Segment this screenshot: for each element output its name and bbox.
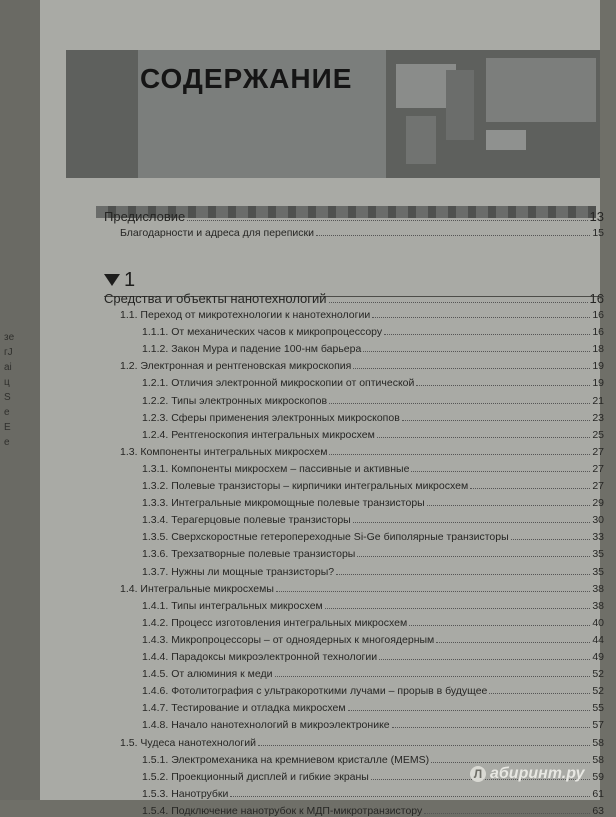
toc-leader	[275, 676, 591, 677]
toc-entry-page: 29	[592, 497, 604, 510]
toc-entry-title: 1.4.4. Парадоксы микроэлектронной технологии	[142, 651, 378, 663]
toc-leader	[336, 574, 590, 575]
toc-leader	[357, 556, 590, 557]
toc-entry-page: 61	[592, 787, 604, 800]
toc-entry	[142, 497, 604, 509]
toc-entry-title: 1.4. Интегральные микросхемы	[120, 582, 274, 595]
page-title: СОДЕРЖАНИЕ	[140, 63, 353, 94]
toc-leader	[377, 437, 590, 438]
toc-entry-page: 16	[592, 326, 604, 339]
toc-entry-title: 1.5.2. Проекционный дисплей и гибкие экраны	[142, 770, 369, 783]
banner-decoration	[406, 116, 436, 164]
toc-leader	[258, 745, 590, 746]
toc-entry-title: 1.3. Компоненты интегральных микросхем	[120, 445, 328, 458]
banner-decoration	[486, 130, 526, 150]
toc-entry-title: Благодарности и адреса для переписки	[120, 227, 314, 239]
toc-entry-page: 30	[592, 514, 604, 527]
toc-entry	[142, 531, 604, 543]
toc-entry	[142, 634, 604, 646]
chapter-number: 1	[124, 269, 136, 291]
toc-leader	[424, 813, 590, 814]
triangle-icon	[104, 274, 120, 286]
toc-leader	[416, 385, 590, 386]
toc-entry-page: 21	[592, 394, 604, 407]
toc-entry-page: 16	[589, 291, 604, 306]
toc-entry	[142, 566, 604, 578]
toc-leader	[329, 403, 590, 404]
toc-entry-page: 63	[592, 804, 604, 817]
toc-entry-title: 1.4.7. Тестирование и отладка микросхем	[142, 702, 346, 715]
toc-leader	[409, 625, 590, 626]
toc-entry-title: 1.2.1. Отличия электронной микроскопии от оптической	[142, 377, 415, 390]
toc-entry	[120, 583, 604, 595]
toc-entry	[142, 429, 604, 441]
toc-leader	[353, 368, 590, 369]
toc-entry-title: 1.3.7. Нужны ли мощные транзисторы?	[142, 565, 335, 578]
toc-leader	[316, 235, 590, 236]
toc-entry-title: 1.1.1. От механических часов к микропроцессору	[142, 326, 383, 339]
toc-leader	[436, 642, 590, 643]
toc-acknowledgements	[120, 227, 604, 239]
toc-entry	[120, 360, 604, 372]
toc-entry-page: 55	[592, 702, 604, 715]
toc-entry-title: 1.5.4. Подключение нанотрубок к МДП-микротранзистору	[142, 804, 423, 817]
toc-preface	[104, 209, 604, 224]
chapter-heading	[104, 269, 135, 292]
toc-leader	[511, 539, 591, 540]
toc-entry-page: 27	[592, 462, 604, 475]
toc-entry	[142, 788, 604, 800]
toc-entry-page: 58	[592, 753, 604, 766]
toc-entry-page: 15	[592, 227, 604, 239]
toc-leader	[411, 471, 590, 472]
toc-entry-page: 18	[592, 343, 604, 356]
toc-entry-page: 16	[592, 309, 604, 321]
toc-entry-title: 1.5.1. Электромеханика на кремниевом кристалле (MEMS)	[142, 753, 430, 766]
toc-leader	[363, 351, 590, 352]
toc-entry-page: 27	[592, 445, 604, 458]
toc-entry-title: 1.4.5. От алюминия к меди	[142, 668, 273, 681]
toc-leader	[372, 317, 590, 318]
toc-entry-page: 19	[592, 377, 604, 390]
toc-entry	[142, 651, 604, 663]
toc-entry-page: 59	[592, 770, 604, 783]
toc-entry-page: 52	[592, 668, 604, 681]
toc-leader	[392, 727, 591, 728]
toc-entry	[142, 754, 604, 766]
toc-entry	[142, 685, 604, 697]
labirint-logo-icon: Л	[470, 766, 486, 782]
toc-entry-title: 1.3.1. Компоненты микросхем – пассивные и активные	[142, 462, 410, 475]
toc-entry	[142, 343, 604, 355]
toc-entry-title: 1.4.6. Фотолитография с ультракороткими лучами – прорыв в будущее	[142, 685, 488, 698]
toc-entry-page: 44	[592, 633, 604, 646]
toc-entry-page: 13	[589, 209, 604, 224]
toc-entry-page: 19	[592, 360, 604, 373]
toc-entry	[142, 702, 604, 714]
toc-entry	[142, 805, 604, 817]
toc-entry-title: 1.2.2. Типы электронных микроскопов	[142, 394, 328, 407]
toc-entry-title: 1.4.2. Процесс изготовления интегральных микросхем	[142, 616, 408, 629]
toc-entry	[142, 668, 604, 680]
toc-chapter-title	[104, 291, 604, 306]
toc-entry	[142, 548, 604, 560]
toc-entry-page: 38	[592, 599, 604, 612]
toc-entry-page: 33	[592, 531, 604, 544]
toc-entry	[142, 600, 604, 612]
toc-entry-title: 1.3.6. Трехзатворные полевые транзисторы	[142, 548, 356, 561]
toc-entry-title: 1.5.3. Нанотрубки	[142, 787, 229, 800]
toc-entry-title: 1.4.3. Микропроцессоры – от одноядерных к многоядерным	[142, 633, 435, 646]
toc-entry-title: 1.3.3. Интегральные микромощные полевые транзисторы	[142, 497, 425, 510]
watermark-text: абиринт.ру	[490, 765, 585, 782]
toc-entry-title: 1.1. Переход от микротехнологии к нанотехнологии	[120, 309, 371, 321]
toc-entry	[142, 412, 604, 424]
toc-entry-page: 40	[592, 616, 604, 629]
banner-decoration	[486, 58, 596, 122]
toc-leader	[230, 796, 590, 797]
toc-leader	[402, 420, 591, 421]
toc-entry-page: 25	[592, 428, 604, 441]
toc-leader	[353, 522, 591, 523]
toc-leader	[427, 505, 591, 506]
book-spine	[0, 0, 42, 800]
toc-entry	[142, 617, 604, 629]
toc-leader	[470, 488, 590, 489]
spine-text: зeгJаiцSеЕе	[4, 332, 15, 448]
toc-entry-page: 27	[592, 480, 604, 492]
toc-entry-title: 1.4.1. Типы интегральных микросхем	[142, 599, 323, 612]
toc-leader	[379, 659, 590, 660]
toc-entry	[120, 737, 604, 749]
toc-leader	[431, 762, 590, 763]
toc-leader	[276, 591, 590, 592]
toc-entry	[142, 719, 604, 731]
toc-entry	[142, 480, 604, 492]
book-page	[40, 0, 604, 817]
toc-leader	[384, 334, 590, 335]
toc-entry	[120, 309, 604, 321]
toc-entry-page: 38	[592, 582, 604, 595]
toc-entry-title: Предисловие	[104, 209, 186, 224]
toc-entry-page: 58	[592, 736, 604, 749]
banner-decoration	[446, 70, 474, 140]
toc-entry-title: 1.3.2. Полевые транзисторы – кирпичики интегральных микросхем	[142, 480, 469, 492]
toc-entry	[142, 377, 604, 389]
toc-entry-title: 1.2.3. Сферы применения электронных микроскопов	[142, 411, 400, 424]
toc-leader	[348, 710, 591, 711]
toc-leader	[325, 608, 591, 609]
toc-entry-title: Средства и объекты нанотехнологий	[104, 291, 327, 306]
toc-entry-page: 35	[592, 548, 604, 561]
toc-entry-page: 35	[592, 565, 604, 578]
toc-entry-title: 1.1.2. Закон Мура и падение 100-нм барьера	[142, 343, 362, 356]
toc-leader	[489, 693, 590, 694]
toc-leader	[329, 454, 590, 455]
toc-entry	[120, 446, 604, 458]
toc-entry-page: 57	[592, 719, 604, 732]
toc-entry-title: 1.3.5. Сверхскоростные гетеропереходные Si-Ge биполярные транзисторы	[142, 531, 509, 544]
toc-entry	[142, 326, 604, 338]
toc-entry	[142, 395, 604, 407]
toc-entry-title: 1.3.4. Терагерцовые полевые транзисторы	[142, 514, 351, 527]
toc-entry-title: 1.2. Электронная и рентгеновская микроскопия	[120, 360, 352, 373]
toc-entry	[142, 463, 604, 475]
toc-entry-title: 1.5. Чудеса нанотехнологий	[120, 736, 256, 749]
toc-entry-page: 23	[592, 411, 604, 424]
toc-leader	[187, 220, 587, 221]
toc-entry-page: 49	[592, 651, 604, 663]
toc-entry-title: 1.2.4. Рентгеноскопия интегральных микросхем	[142, 428, 375, 441]
toc-leader	[329, 302, 588, 303]
toc-entry-title: 1.4.8. Начало нанотехнологий в микроэлектронике	[142, 719, 390, 732]
toc-entry	[142, 514, 604, 526]
toc-entry-page: 52	[592, 685, 604, 698]
